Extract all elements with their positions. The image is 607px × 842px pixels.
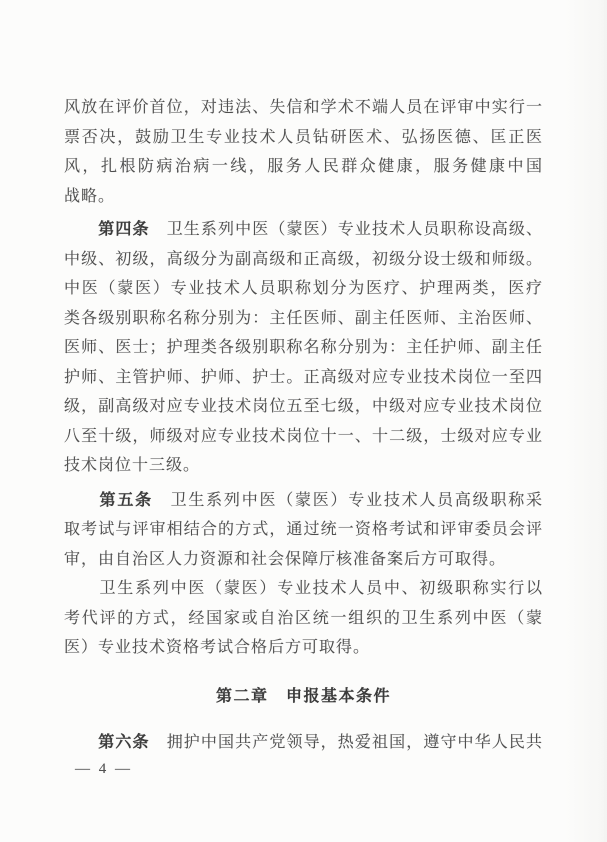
- text-line: 中级、初级，高级分为副高级和正高级，初级分设士级和师级。: [64, 250, 543, 268]
- text-line: 考代评的方式，经国家或自治区统一组织的卫生系列中医（蒙: [64, 609, 543, 627]
- text-line: 八至十级，师级对应专业技术岗位十一、十二级，士级对应专业: [64, 427, 543, 445]
- text-line: 战略。: [64, 187, 116, 205]
- text-line: 风，扎根防病治病一线，服务人民群众健康，服务健康中国: [64, 158, 543, 175]
- paragraph-lines: [64, 93, 543, 211]
- text-line: 护师、主管护师、护师、护士。正高级对应专业技术岗位一至四: [64, 368, 543, 386]
- text-line: 卫生系列中医（蒙医）专业技术人员中、初级职称实行以: [64, 580, 543, 597]
- article-number: 第四条: [98, 221, 150, 238]
- paragraph-indent: [64, 221, 98, 238]
- text-line: 医）专业技术资格考试合格后方可取得。: [64, 639, 371, 656]
- text-line: 审，由自治区人力资源和社会保障厅核准备案后方可取得。: [64, 550, 507, 568]
- page-number: — 4 —: [75, 761, 133, 777]
- text-line: 技术岗位十三级。: [64, 457, 201, 474]
- text-line: 取考试与评审相结合的方式，通过统一资格考试和评审委员会评: [64, 521, 543, 538]
- text-line: 医师、医士；护理类各级别职称名称分别为：主任护师、副主任: [64, 339, 543, 356]
- document-text-block: [64, 93, 543, 758]
- text-line: 风放在评价首位，对违法、失信和学术不端人员在评审中实行一: [64, 99, 543, 116]
- paragraph-lead-line: [64, 728, 543, 758]
- article-number: 第五条: [99, 491, 153, 509]
- paragraph: [64, 574, 543, 663]
- paragraph-lines: [64, 245, 543, 481]
- text-line: 票否决，鼓励卫生专业技术人员钻研医术、弘扬医德、匡正医: [64, 128, 543, 146]
- chapter-heading: 第二章 申报基本条件: [215, 687, 391, 705]
- paragraph-lines: [64, 574, 543, 663]
- text-line: 级，副高级对应专业技术岗位五至七级，中级对应专业技术岗位: [64, 398, 543, 415]
- paragraph-lines: [64, 515, 543, 574]
- paragraph-indent: [64, 734, 98, 751]
- paragraph-article-5: [64, 486, 543, 575]
- paragraph-indent: [64, 492, 100, 509]
- paragraph-lead-line: [64, 215, 543, 245]
- lead-line-text: 卫生系列中医（蒙医）专业技术人员职称设高级、: [149, 221, 543, 238]
- paragraph-article-4: [64, 215, 543, 481]
- article-number: 第六条: [98, 734, 150, 751]
- paragraph-lead-line: [64, 486, 543, 516]
- lead-line-text: 卫生系列中医（蒙医）专业技术人员高级职称采: [152, 491, 543, 509]
- paragraph: [64, 93, 543, 211]
- text-line: 类各级别职称名称分别为：主任医师、副主任医师、主治医师、: [64, 309, 543, 327]
- paragraph-article-6: [64, 728, 543, 758]
- text-line: 中医（蒙医）专业技术人员职称划分为医疗、护理两类，医疗: [64, 280, 543, 297]
- lead-line-text: 拥护中国共产党领导，热爱祖国，遵守中华人民共: [149, 734, 543, 751]
